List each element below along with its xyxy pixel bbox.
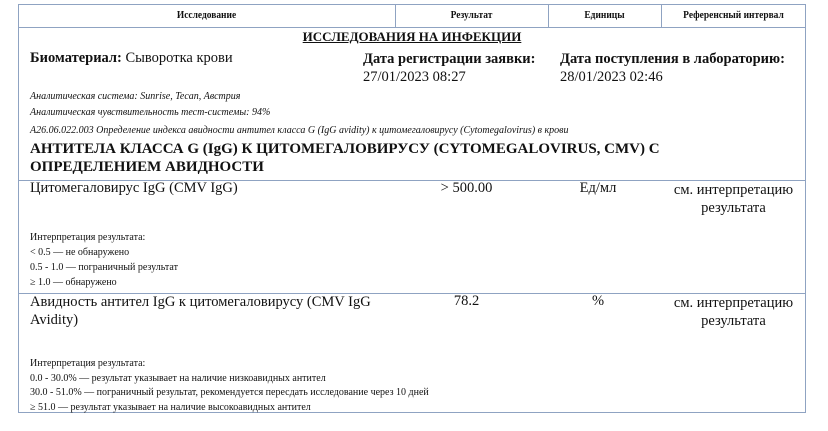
- biomaterial: [30, 50, 233, 67]
- reference-line: результата: [701, 200, 766, 216]
- row-test-name: [30, 293, 371, 329]
- interpretation-line: Интерпретация результата:: [30, 232, 146, 243]
- reference-line: результата: [701, 313, 766, 329]
- interpretation-block: [30, 357, 429, 415]
- interpretation-block: [30, 230, 178, 290]
- interpretation-line: ≥ 1.0 — обнаружено: [30, 277, 117, 288]
- row-result: 78.2: [453, 293, 480, 309]
- divider: [661, 4, 662, 28]
- name-line: Avidity): [30, 312, 79, 328]
- row-reference: [661, 294, 806, 330]
- interpretation-line: < 0.5 — не обнаружено: [30, 247, 130, 258]
- interpretation-line: ≥ 51.0 — результат указывает на наличие высокоавидных антител: [30, 401, 311, 413]
- divider: [548, 4, 549, 28]
- column-header-test: Исследование: [176, 10, 237, 21]
- row-units: %: [591, 293, 605, 309]
- divider: [395, 4, 396, 28]
- lab-date-label: Дата поступления в лабораторию:: [560, 51, 785, 67]
- interpretation-line: 0.5 - 1.0 — пограничный результат: [30, 262, 178, 273]
- row-result: > 500.00: [440, 180, 493, 196]
- interpretation-line: 0.0 - 30.0% — результат указывает на наличие низкоавидных антител: [30, 372, 326, 384]
- analytic-system-note: Аналитическая система: Sunrise, Tecan, Австрия: [30, 91, 241, 102]
- column-header-result: Результат: [450, 10, 493, 21]
- biomaterial-value: Сыворотка крови: [125, 50, 233, 66]
- row-test-name: Цитомегаловирус IgG (CMV IgG): [30, 180, 238, 196]
- row-reference: [661, 181, 806, 217]
- sensitivity-note: Аналитическая чувствительность тест-системы: 94%: [30, 107, 271, 118]
- interpretation-line: 30.0 - 51.0% — пограничный результат, рекомендуется пересдать исследование через 10 дней: [30, 387, 429, 398]
- lab-date-value: 28/01/2023 02:46: [560, 69, 663, 85]
- name-line: Авидность антител IgG к цитомегаловирусу (CMV IgG: [30, 294, 371, 310]
- test-code-note: A26.06.022.003 Определение индекса авидности антител класса G (IgG avidity) к цитомегаловирусу (Cytomegalovirus) в крови: [30, 125, 569, 136]
- column-header-units: Единицы: [584, 10, 625, 21]
- biomaterial-label: Биоматериал:: [30, 50, 122, 66]
- section-title: ИССЛЕДОВАНИЯ НА ИНФЕКЦИИ: [302, 29, 522, 44]
- interpretation-line: Интерпретация результата:: [30, 358, 146, 369]
- reference-line: см. интерпретацию: [673, 182, 794, 198]
- test-title: ОПРЕДЕЛЕНИЕМ АВИДНОСТИ: [30, 159, 264, 175]
- row-units: Ед/мл: [579, 180, 617, 196]
- reference-line: см. интерпретацию: [673, 295, 794, 311]
- registration-date-label: Дата регистрации заявки:: [363, 51, 536, 67]
- registration-date-value: 27/01/2023 08:27: [363, 69, 466, 85]
- test-title: АНТИТЕЛА КЛАССА G (IgG) К ЦИТОМЕГАЛОВИРУСУ (CYTOMEGALOVIRUS, CMV) С: [30, 141, 660, 157]
- column-header-reference: Референсный интервал: [683, 10, 784, 21]
